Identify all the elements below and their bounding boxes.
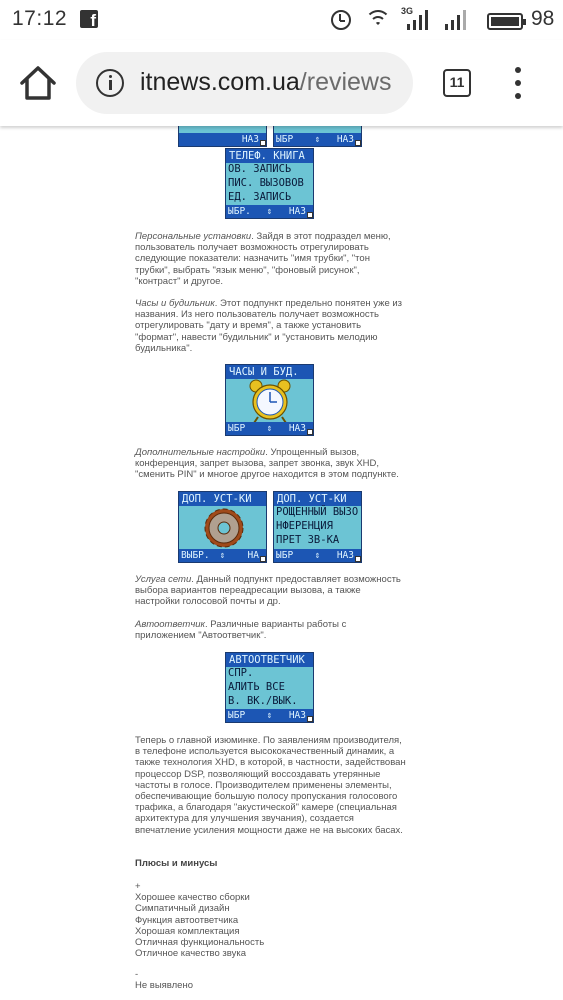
pros-cons-heading: Плюсы и минусы <box>135 858 218 869</box>
cons-list <box>135 969 407 991</box>
softkey-back: НАЗ <box>241 134 259 145</box>
plus-sign: + <box>135 881 141 892</box>
paragraph-extra-settings <box>135 447 407 481</box>
image-corner-marker <box>307 716 313 722</box>
term-clock: Часы и будильник <box>135 298 215 309</box>
pros-item: Симпатичный дизайн <box>135 903 230 915</box>
image-corner-marker <box>355 556 361 562</box>
screen-title: ЧАСЫ И БУД. <box>226 365 313 379</box>
softkey-back: НАЗ <box>288 206 306 217</box>
screen-line: НФЕРЕНЦИЯ <box>276 520 333 532</box>
softkey-bar <box>274 133 361 146</box>
softkey-select: ВЫБР. <box>181 550 210 561</box>
page-content <box>0 126 563 1000</box>
softkey-select: ЫБР <box>228 710 246 721</box>
signal-icon <box>443 10 467 30</box>
softkey-bar <box>226 205 313 218</box>
overflow-menu-button[interactable] <box>512 67 524 99</box>
screen-image-top-right <box>273 126 362 147</box>
minus-sign: - <box>135 969 139 980</box>
softkey-back: НАЗ <box>288 423 306 434</box>
softkey-bar <box>179 549 266 562</box>
paragraph-text: . Зайдя в этот подраздел меню, пользователь получает возможность отрегулировать следующие показатели: назначить "имя трубки", "тон трубки", выбрать "язык меню", "фоновый рисунок", "контраст" и другое. <box>135 231 391 287</box>
image-corner-marker <box>260 556 266 562</box>
softkey-bar <box>226 709 313 722</box>
url-text[interactable] <box>140 68 391 97</box>
softkey-nav: ⇕ <box>266 423 273 434</box>
image-corner-marker <box>307 429 313 435</box>
image-corner-marker <box>307 212 313 218</box>
softkey-nav: ⇕ <box>219 550 226 561</box>
paragraph-network <box>135 574 407 608</box>
pros-item: Хорошее качество сборки <box>135 892 250 904</box>
paragraph-text: . Данный подпункт предоставляет возможность выбора вариантов переадресации вызова, а также настройки голосовой почты и др. <box>135 574 401 608</box>
paragraph-clock <box>135 298 407 354</box>
screen-title: ТЕЛЕФ. КНИГА <box>226 149 313 163</box>
address-bar[interactable] <box>76 52 413 114</box>
softkey-select: ЫБР <box>228 423 246 434</box>
status-time: 17:12 <box>12 7 68 30</box>
signal-3g-icon <box>403 10 427 30</box>
screen-image-phonebook <box>225 148 314 219</box>
screen-line: РОЩЕННЫЙ ВЫЗО <box>276 506 359 518</box>
pros-item: Отличная функциональность <box>135 937 265 949</box>
info-icon[interactable] <box>96 69 124 97</box>
wifi-icon <box>365 9 391 31</box>
softkey-select: ЫБР. <box>228 206 251 217</box>
home-button[interactable] <box>18 64 58 102</box>
softkey-back: НА <box>247 550 259 561</box>
softkey-select: ЫБР <box>276 550 294 561</box>
softkey-nav: ⇕ <box>266 710 273 721</box>
term-personal-settings: Персональные установки <box>135 231 252 242</box>
screen-title: ДОП. УСТ-КИ <box>274 492 361 506</box>
screen-image-extra-icon <box>178 491 267 563</box>
screen-line: ЕД. ЗАПИСЬ <box>228 191 292 203</box>
screen-line: В. ВК./ВЫК. <box>228 695 298 707</box>
screen-line: АЛИТЬ ВСЕ <box>228 681 285 693</box>
pros-item: Хорошая комплектация <box>135 925 240 937</box>
softkey-back: НАЗ <box>288 710 306 721</box>
image-corner-marker <box>260 140 266 146</box>
url-path: /reviews <box>299 68 392 96</box>
screen-line: СПР. <box>228 667 254 679</box>
battery-percent: 98 <box>531 7 555 30</box>
softkey-nav: ⇕ <box>266 206 273 217</box>
softkey-back: НАЗ <box>336 134 354 145</box>
paragraph-personal-settings <box>135 231 407 287</box>
paragraph-text: . Упрощенный вызов, конференция, запрет вызова, запрет звонка, звук XHD, "сменить PIN" и многое другое находится в этом подпункте. <box>135 447 399 481</box>
tabs-button[interactable]: 11 <box>443 69 471 97</box>
cons-item: Не выявлено <box>135 980 193 992</box>
screen-image-answering <box>225 652 314 723</box>
pros-item: Отличное качество звука <box>135 948 247 960</box>
screen-image-clock <box>225 364 314 436</box>
softkey-bar <box>226 422 313 435</box>
network-type-label: 3G <box>401 6 414 16</box>
browser-toolbar <box>0 40 563 126</box>
term-answering: Автоответчик <box>135 619 206 630</box>
term-extra-settings: Дополнительные настройки <box>135 447 266 458</box>
softkey-bar <box>179 133 266 146</box>
alarm-icon <box>331 10 351 30</box>
screen-image-top-left <box>178 126 267 147</box>
paragraph-text: . Этот подпункт предельно понятен уже из названия. Из него пользователь получает возможность отрегулировать "дату и время", а также установить "формат", навести "будильник" и "установить мелодию будильника". <box>135 298 403 354</box>
softkey-back: НАЗ <box>336 550 354 561</box>
screen-title: ДОП. УСТ-КИ <box>179 492 266 506</box>
paragraph-main-feature: Теперь о главной изюминке. По заявлениям производителя, в телефоне используется высококачественный динамик, а также технология XHD, в которой, в частности, задействован процессор DSP, позволяющий воссоздавать утерянные частоты в голосе. Производителем применены элементы, обеспечивающие большую полосу пропускания голосового трафика, а благодаря "акустической" камере (специальная архитектура для улучшения звучания), создается впечатление усиления мощности даже не на высоких басах. <box>135 735 406 836</box>
softkey-bar <box>274 549 361 562</box>
paragraph-text: . Различные варианты работы с приложением "Автоответчик". <box>135 619 347 642</box>
alarm-clock-icon <box>240 379 300 424</box>
status-bar <box>0 0 563 40</box>
softkey-nav: ⇕ <box>314 134 321 145</box>
home-icon <box>18 64 58 102</box>
pros-item: Функция автоответчика <box>135 914 239 926</box>
facebook-notification-icon <box>80 10 98 28</box>
screen-image-extra-list <box>273 491 362 563</box>
screen-title: АВТООТВЕТЧИК <box>226 653 313 667</box>
pros-list <box>135 881 407 959</box>
screen-line: ПИС. ВЫЗОВОВ <box>228 177 304 189</box>
softkey-nav: ⇕ <box>314 550 321 561</box>
url-domain: itnews.com.ua <box>140 68 300 96</box>
paragraph-answering <box>135 619 407 641</box>
screen-line: ПРЕТ ЗВ-КА <box>276 534 340 546</box>
battery-icon <box>487 13 523 30</box>
term-network: Услуга сети <box>135 574 192 585</box>
softkey-select: ЫБР <box>276 134 294 145</box>
facebook-letter: f <box>90 11 96 30</box>
image-corner-marker <box>355 140 361 146</box>
gear-icon <box>201 506 247 550</box>
screen-line: ОВ. ЗАПИСЬ <box>228 163 292 175</box>
